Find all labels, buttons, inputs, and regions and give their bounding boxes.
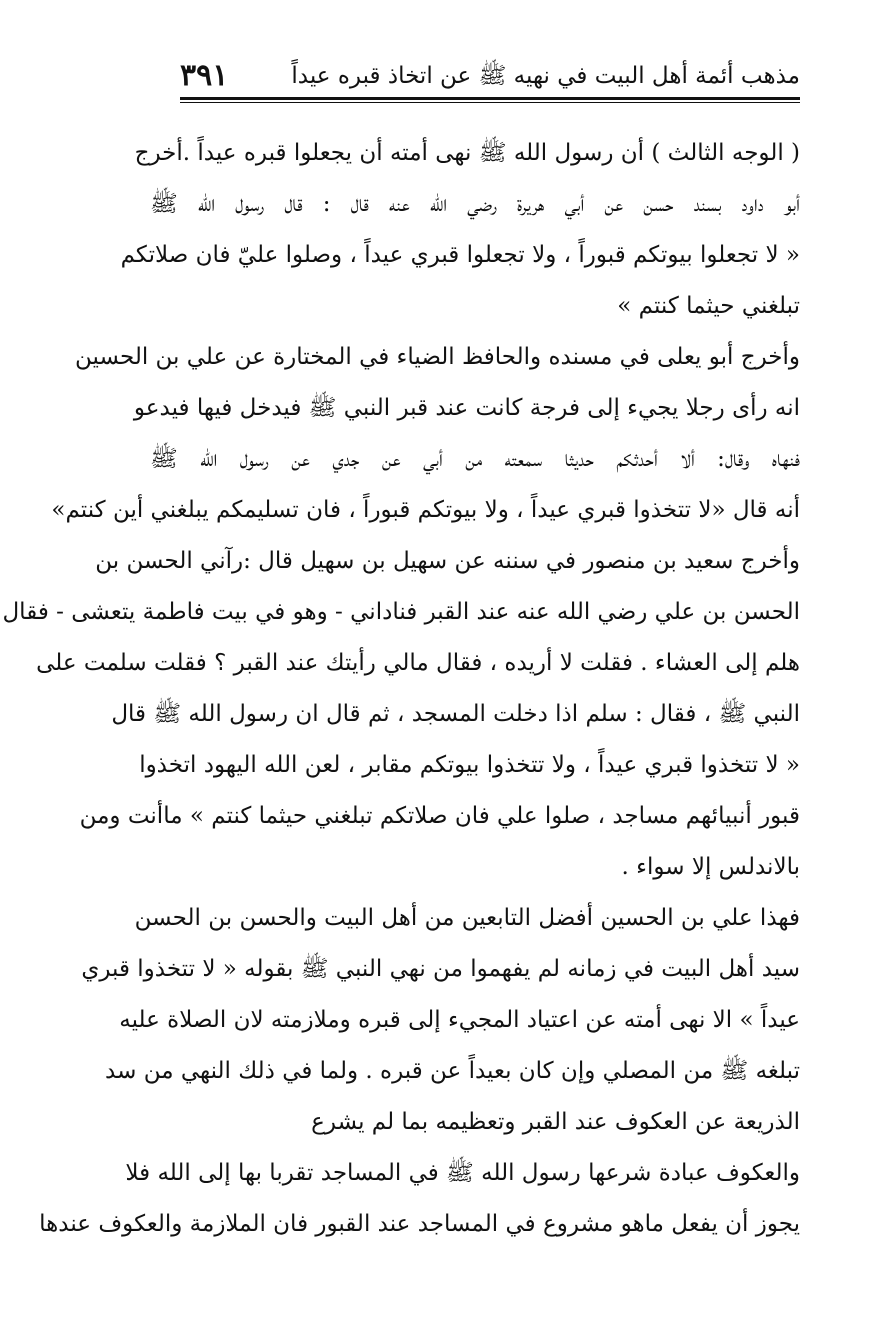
- text-line: تبلغه ﷺ من المصلي وإن كان بعيداً عن قبره . ولما في ذلك النهي من سد: [105, 1058, 800, 1084]
- text-line: تبلغني حيثما كنتم »: [617, 293, 800, 319]
- page-header: [180, 52, 800, 96]
- text-line: أنه قال «لا تتخذوا قبري عيداً ، ولا بيوتكم قبوراً ، فان تسليمكم يبلغني أين كنتم»: [51, 497, 800, 523]
- text-line: بالاندلس إلا سواء .: [621, 854, 800, 880]
- text-line: عيداً » الا نهى أمته عن اعتياد المجيء إلى قبره وملازمته لان الصلاة عليه: [119, 1007, 800, 1033]
- text-line: « لا تجعلوا بيوتكم قبوراً ، ولا تجعلوا قبري عيداً ، وصلوا عليّ فان صلاتكم: [120, 242, 800, 268]
- text-line: هلم إلى العشاء . فقلت لا أريده ، فقال مالي رأيتك عند القبر ؟ فقلت سلمت على: [36, 650, 800, 676]
- body-text: [2, 128, 800, 1250]
- text-line: « لا تتخذوا قبري عيداً ، ولا تتخذوا بيوتكم مقابر ، لعن الله اليهود اتخذوا: [139, 752, 800, 778]
- running-title: مذهب أئمة أهل البيت في نهيه ﷺ عن اتخاذ قبره عيداً: [291, 63, 800, 89]
- text-line: فنهاه وقال: ألا أحدثكم حديثا سمعته من أبي عن جدي عن رسول الله ﷺ: [150, 446, 800, 472]
- text-line: وأخرج سعيد بن منصور في سننه عن سهيل بن سهيل قال :رآني الحسن بن: [95, 548, 800, 574]
- text-line: فهذا علي بن الحسين أفضل التابعين من أهل البيت والحسن بن الحسن: [134, 905, 800, 931]
- text-line: الحسن بن علي رضي الله عنه عند القبر فناداني - وهو في بيت فاطمة يتعشى - فقال: [2, 599, 800, 625]
- text-line: الذريعة عن العكوف عند القبر وتعظيمه بما لم يشرع: [311, 1109, 800, 1135]
- header-rule-thick: [180, 97, 800, 100]
- text-line: يجوز أن يفعل ماهو مشروع في المساجد عند القبور فان الملازمة والعكوف عندها: [39, 1211, 800, 1237]
- text-line: النبي ﷺ ، فقال : سلم اذا دخلت المسجد ، ثم قال ان رسول الله ﷺ قال: [111, 701, 800, 727]
- text-line: انه رأى رجلا يجيء إلى فرجة كانت عند قبر النبي ﷺ فيدخل فيها فيدعو: [133, 395, 800, 421]
- text-line: قبور أنبيائهم مساجد ، صلوا علي فان صلاتكم تبلغني حيثما كنتم » ماأنت ومن: [79, 803, 800, 829]
- text-line: أبو داود بسند حسن عن أبي هريرة رضي الله عنه قال : قال رسول الله ﷺ: [150, 191, 800, 217]
- text-line: وأخرج أبو يعلى في مسنده والحافظ الضياء في المختارة عن علي بن الحسين: [75, 344, 800, 370]
- text-line: والعكوف عبادة شرعها رسول الله ﷺ في المساجد تقربا بها إلى الله فلا: [125, 1160, 800, 1186]
- header-rule-thin: [180, 102, 800, 103]
- text-line: سيد أهل البيت في زمانه لم يفهموا من نهي النبي ﷺ بقوله « لا تتخذوا قبري: [81, 956, 800, 982]
- page-number: ٣٩١: [180, 58, 229, 93]
- text-line: ( الوجه الثالث ) أن رسول الله ﷺ نهى أمته أن يجعلوا قبره عيداً .أخرج: [134, 140, 800, 166]
